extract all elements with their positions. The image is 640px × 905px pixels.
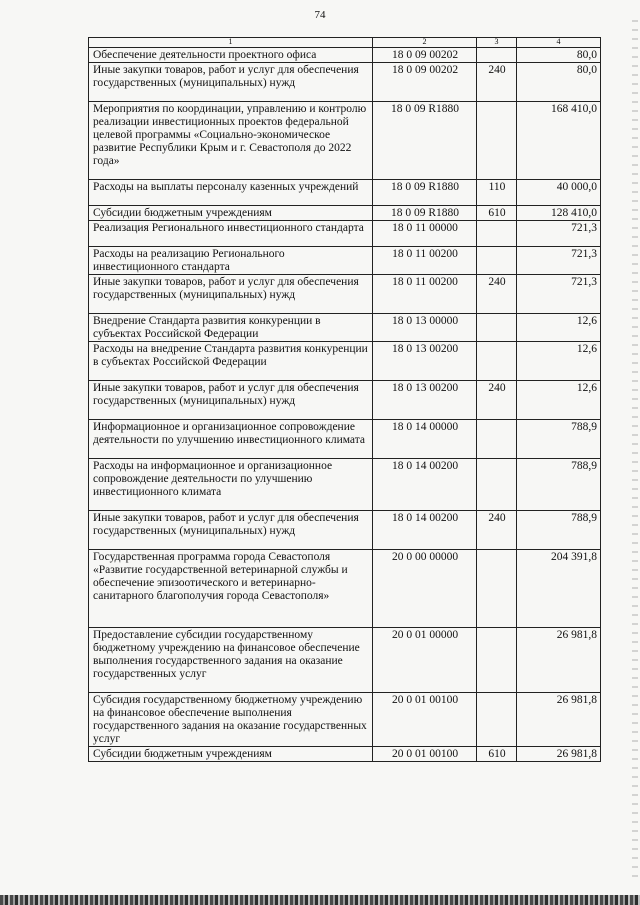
header-col-2: 2	[373, 38, 477, 48]
table-row	[89, 381, 601, 420]
row-expense-type-cell: 240	[477, 275, 517, 314]
table-row	[89, 221, 601, 247]
row-expense-type-cell: 610	[477, 206, 517, 221]
row-name-cell: Обеспечение деятельности проектного офиса	[89, 48, 373, 63]
row-expense-type-cell	[477, 693, 517, 747]
table-row	[89, 342, 601, 381]
row-code-cell: 20 0 01 00100	[373, 747, 477, 762]
row-name-cell: Предоставление субсидии государственному бюджетному учреждению на финансовое обеспечение выполнения государственного задания на оказание государственных услуг	[89, 628, 373, 693]
row-expense-type-cell: 240	[477, 63, 517, 102]
row-expense-type-cell	[477, 420, 517, 459]
row-name-cell: Расходы на информационное и организационное сопровождение деятельности по улучшению инвестиционного климата	[89, 459, 373, 511]
table-row	[89, 48, 601, 63]
header-col-4: 4	[517, 38, 601, 48]
row-expense-type-cell: 610	[477, 747, 517, 762]
row-amount-cell: 80,0	[517, 63, 601, 102]
row-amount-cell: 788,9	[517, 459, 601, 511]
row-amount-cell: 128 410,0	[517, 206, 601, 221]
row-name-cell: Информационное и организационное сопровождение деятельности по улучшению инвестиционного климата	[89, 420, 373, 459]
table-row	[89, 459, 601, 511]
row-expense-type-cell	[477, 628, 517, 693]
row-code-cell: 18 0 13 00000	[373, 314, 477, 342]
row-expense-type-cell	[477, 459, 517, 511]
row-expense-type-cell: 110	[477, 180, 517, 206]
row-name-cell: Расходы на выплаты персоналу казенных учреждений	[89, 180, 373, 206]
row-code-cell: 20 0 00 00000	[373, 550, 477, 628]
row-name-cell: Государственная программа города Севастополя «Развитие государственной ветеринарной службы и обеспечение эпизоотического и ветеринарно-санитарного благополучия города Севастополя»	[89, 550, 373, 628]
row-expense-type-cell	[477, 48, 517, 63]
row-expense-type-cell	[477, 247, 517, 275]
row-name-cell: Внедрение Стандарта развития конкуренции в субъектах Российской Федерации	[89, 314, 373, 342]
row-name-cell: Иные закупки товаров, работ и услуг для обеспечения государственных (муниципальных) нужд	[89, 63, 373, 102]
row-amount-cell: 40 000,0	[517, 180, 601, 206]
row-code-cell: 20 0 01 00100	[373, 693, 477, 747]
scan-bottom-edge	[0, 895, 640, 905]
row-expense-type-cell: 240	[477, 511, 517, 550]
row-name-cell: Иные закупки товаров, работ и услуг для обеспечения государственных (муниципальных) нужд	[89, 381, 373, 420]
row-code-cell: 20 0 01 00000	[373, 628, 477, 693]
row-name-cell: Иные закупки товаров, работ и услуг для обеспечения государственных (муниципальных) нужд	[89, 511, 373, 550]
row-expense-type-cell	[477, 314, 517, 342]
scan-margin-artifact	[632, 20, 638, 880]
header-col-3: 3	[477, 38, 517, 48]
row-code-cell: 18 0 14 00200	[373, 459, 477, 511]
table-row	[89, 247, 601, 275]
table-row	[89, 511, 601, 550]
row-amount-cell: 80,0	[517, 48, 601, 63]
row-amount-cell: 26 981,8	[517, 747, 601, 762]
row-amount-cell: 26 981,8	[517, 628, 601, 693]
table-header-row	[89, 38, 601, 48]
row-amount-cell: 788,9	[517, 511, 601, 550]
table-row	[89, 275, 601, 314]
row-amount-cell: 721,3	[517, 275, 601, 314]
row-code-cell: 18 0 09 R1880	[373, 180, 477, 206]
row-amount-cell: 12,6	[517, 342, 601, 381]
table-row	[89, 102, 601, 180]
table-row	[89, 180, 601, 206]
table-row	[89, 550, 601, 628]
row-amount-cell: 788,9	[517, 420, 601, 459]
row-name-cell: Субсидия государственному бюджетному учреждению на финансовое обеспечение выполнения государственного задания на оказание государственных услуг	[89, 693, 373, 747]
row-expense-type-cell: 240	[477, 381, 517, 420]
row-code-cell: 18 0 09 00202	[373, 48, 477, 63]
page-number: 74	[314, 9, 326, 21]
row-expense-type-cell	[477, 221, 517, 247]
header-col-1: 1	[89, 38, 373, 48]
row-code-cell: 18 0 14 00000	[373, 420, 477, 459]
row-expense-type-cell	[477, 550, 517, 628]
table-row	[89, 314, 601, 342]
row-name-cell: Субсидии бюджетным учреждениям	[89, 206, 373, 221]
table-row	[89, 63, 601, 102]
row-code-cell: 18 0 09 00202	[373, 63, 477, 102]
row-code-cell: 18 0 11 00000	[373, 221, 477, 247]
row-code-cell: 18 0 14 00200	[373, 511, 477, 550]
table-row	[89, 693, 601, 747]
table-row	[89, 420, 601, 459]
row-code-cell: 18 0 11 00200	[373, 247, 477, 275]
row-amount-cell: 204 391,8	[517, 550, 601, 628]
row-name-cell: Субсидии бюджетным учреждениям	[89, 747, 373, 762]
row-name-cell: Расходы на внедрение Стандарта развития конкуренции в субъектах Российской Федерации	[89, 342, 373, 381]
row-code-cell: 18 0 11 00200	[373, 275, 477, 314]
row-amount-cell: 168 410,0	[517, 102, 601, 180]
row-code-cell: 18 0 13 00200	[373, 342, 477, 381]
row-amount-cell: 12,6	[517, 381, 601, 420]
row-name-cell: Реализация Регионального инвестиционного стандарта	[89, 221, 373, 247]
row-amount-cell: 26 981,8	[517, 693, 601, 747]
row-amount-cell: 721,3	[517, 247, 601, 275]
row-code-cell: 18 0 13 00200	[373, 381, 477, 420]
budget-table	[88, 37, 601, 762]
row-expense-type-cell	[477, 342, 517, 381]
row-name-cell: Расходы на реализацию Регионального инвестиционного стандарта	[89, 247, 373, 275]
row-expense-type-cell	[477, 102, 517, 180]
row-code-cell: 18 0 09 R1880	[373, 206, 477, 221]
row-name-cell: Мероприятия по координации, управлению и контролю реализации инвестиционных проектов федеральной целевой программы «Социально-экономическое развитие Республики Крым и г. Севастополя до 2022 года»	[89, 102, 373, 180]
table-row	[89, 747, 601, 762]
row-amount-cell: 12,6	[517, 314, 601, 342]
table-row	[89, 628, 601, 693]
row-code-cell: 18 0 09 R1880	[373, 102, 477, 180]
table-row	[89, 206, 601, 221]
row-name-cell: Иные закупки товаров, работ и услуг для обеспечения государственных (муниципальных) нужд	[89, 275, 373, 314]
row-amount-cell: 721,3	[517, 221, 601, 247]
